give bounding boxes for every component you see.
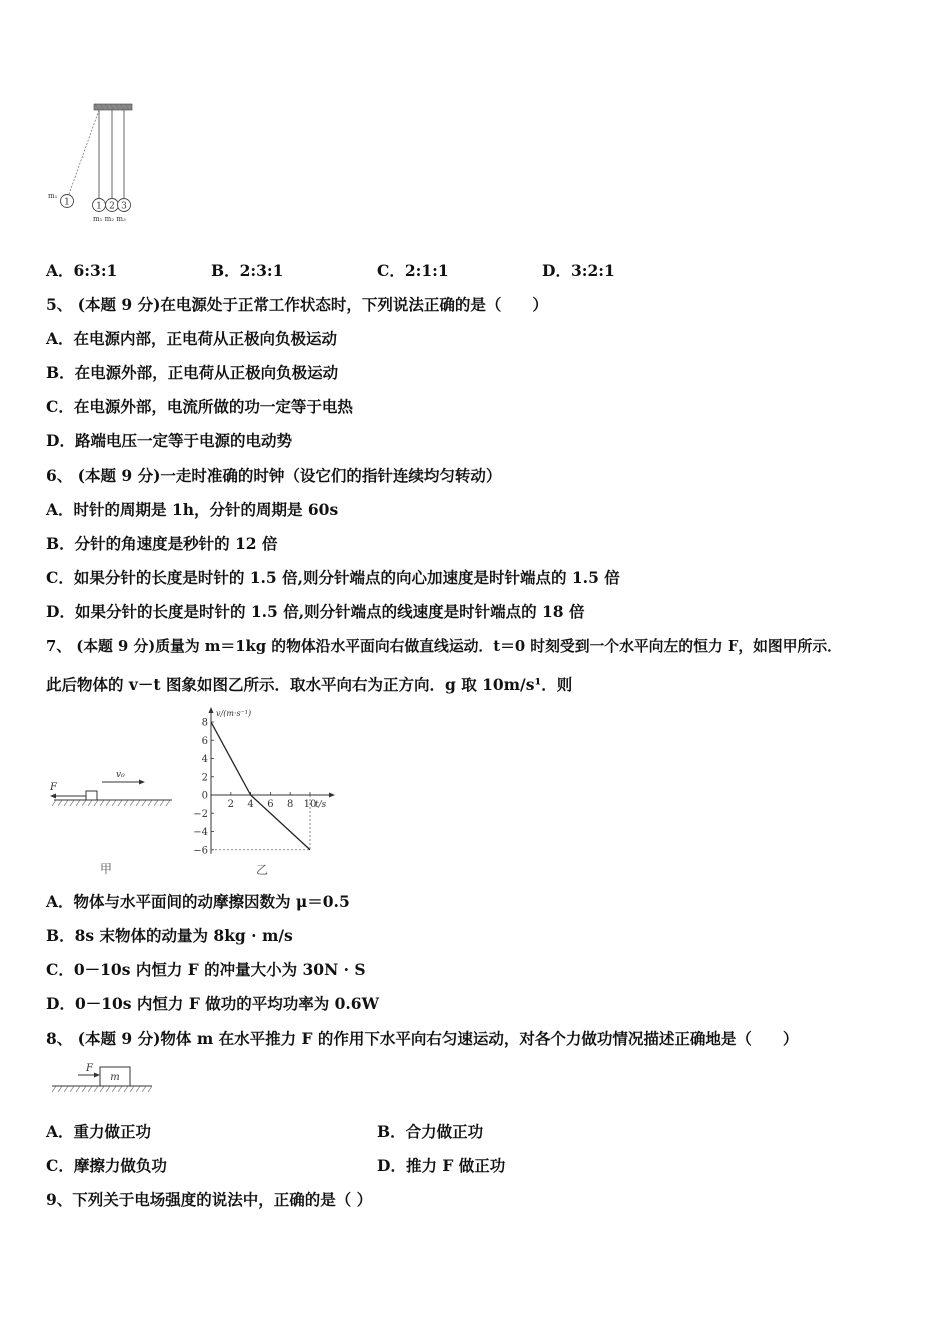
- q8-option-a: A．重力做正功: [46, 1122, 152, 1141]
- y-axis-arrow: [209, 707, 214, 713]
- block: [86, 791, 97, 800]
- x-axis-arrow: [329, 793, 335, 798]
- x-axis-label: t/s: [315, 800, 327, 810]
- q9-stem: 9、下列关于电场强度的说法中，正确的是（ ）: [46, 1190, 373, 1209]
- y-tick-label: 8: [201, 717, 208, 729]
- y-tick-label: −6: [193, 845, 208, 857]
- caption-jia: 甲: [99, 862, 113, 876]
- q8-option-c: C．摩擦力做负功: [46, 1156, 167, 1175]
- push-force-label: F: [86, 1063, 93, 1074]
- q7-stem-line2: 此后物体的 v－t 图象如图乙所示．取水平向右为正方向．g 取 10m/s¹．则: [46, 675, 573, 694]
- force-label: F: [50, 782, 57, 793]
- y-tick-label: −2: [193, 808, 208, 820]
- caption-yi: 乙: [255, 863, 269, 877]
- q6-option-b: B．分针的角速度是秒针的 12 倍: [46, 534, 278, 553]
- q7-stem-line1: 7、 (本题 9 分)质量为 m＝1kg 的物体沿水平面向右做直线运动．t＝0 时刻受到一个水平向左的恒力 F，如图甲所示．: [46, 638, 842, 655]
- y-tick-label: −4: [193, 827, 208, 838]
- y-tick-label: 2: [201, 772, 208, 784]
- y-tick-label: 6: [201, 735, 208, 747]
- q4-option-b: B．2:3:1: [211, 261, 284, 280]
- q7-option-d: D．0－10s 内恒力 F 做功的平均功率为 0.6W: [46, 994, 379, 1013]
- x-tick-label: 6: [267, 799, 274, 810]
- mass-label-left: m₁: [48, 192, 58, 200]
- q5-stem: 5、 (本题 9 分)在电源处于正常工作状态时，下列说法正确的是（ ）: [46, 295, 548, 314]
- y-tick-label: 4: [201, 754, 208, 765]
- q6-option-a: A．时针的周期是 1h，分针的周期是 60s: [46, 500, 339, 519]
- ceiling: [94, 104, 132, 110]
- block-label: m: [110, 1072, 120, 1083]
- x-tick-label: 10: [303, 799, 317, 810]
- y-tick-label: 0: [201, 790, 208, 802]
- q6-option-c: C．如果分针的长度是时针的 1.5 倍,则分针端点的向心加速度是时针端点的 1.5 倍: [46, 568, 620, 587]
- q5-option-d: D．路端电压一定等于电源的电动势: [46, 431, 292, 450]
- q8-option-d: D．推力 F 做正功: [377, 1156, 506, 1175]
- q8-stem: 8、 (本题 9 分)物体 m 在水平推力 F 的作用下水平向右匀速运动，对各个力做功情况描述正确地是（ ）: [46, 1029, 799, 1048]
- svg-text:1: 1: [96, 201, 102, 212]
- q4-option-a: A．6:3:1: [46, 261, 118, 280]
- q4-option-d: D．3:2:1: [542, 261, 615, 280]
- q7-diagram-a: [44, 760, 179, 880]
- mass-labels-bottom: m₁ m₂ m₃: [93, 215, 126, 223]
- q8-option-b: B．合力做正功: [377, 1122, 484, 1141]
- q6-option-d: D．如果分针的长度是时针的 1.5 倍,则分针端点的线速度是时针端点的 18 倍: [46, 602, 585, 621]
- y-axis-label: v/(m·s⁻¹): [216, 709, 252, 718]
- svg-text:3: 3: [121, 201, 127, 212]
- svg-text:2: 2: [109, 201, 115, 212]
- q6-stem: 6、 (本题 9 分)一走时准确的时钟（设它们的指针连续均匀转动）: [46, 466, 502, 485]
- x-tick-label: 2: [227, 799, 234, 810]
- x-tick-label: 4: [247, 799, 254, 810]
- vt-series-line: [211, 722, 310, 850]
- string-raised: [69, 110, 99, 194]
- q7-option-a: A．物体与水平面间的动摩擦因数为 μ＝0.5: [46, 892, 350, 911]
- ball-raised-label: 1: [64, 197, 70, 208]
- q5-option-b: B．在电源外部，正电荷从正极向负极运动: [46, 363, 339, 382]
- x-tick-label: 8: [287, 799, 294, 810]
- q8-diagram: [50, 1060, 160, 1100]
- q5-option-c: C．在电源外部，电流所做的功一定等于电热: [46, 397, 353, 416]
- q7-graph-b: [190, 702, 340, 882]
- velocity-label: v₀: [116, 770, 125, 780]
- q7-option-b: B．8s 末物体的动量为 8kg · m/s: [46, 926, 293, 945]
- pendulum-figure: [44, 100, 144, 225]
- q7-option-c: C．0－10s 内恒力 F 的冲量大小为 30N · S: [46, 960, 366, 979]
- q5-option-a: A．在电源内部，正电荷从正极向负极运动: [46, 329, 338, 348]
- q4-option-c: C．2:1:1: [377, 261, 449, 280]
